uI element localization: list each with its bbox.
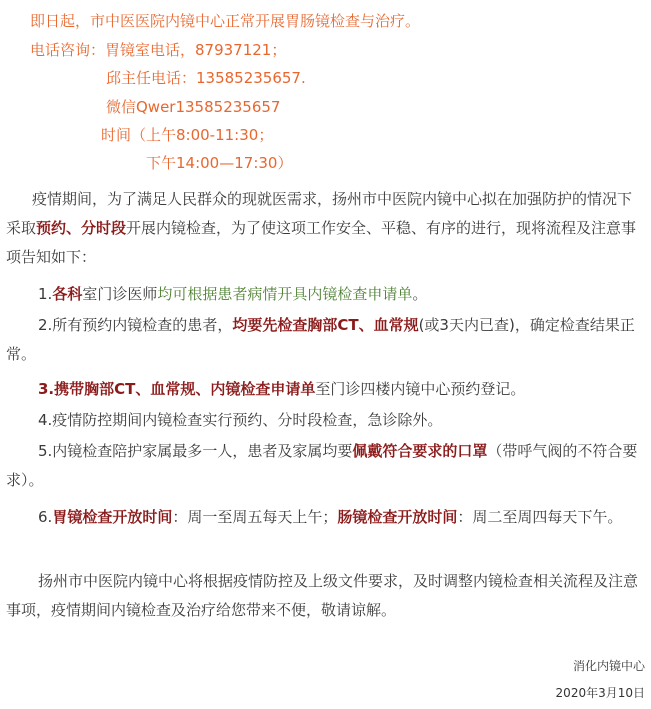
- intro-paragraph: [6, 185, 646, 272]
- item-4: 4.疫情防控期间内镜检查实行预约、分时段检查，急诊除外。: [38, 411, 443, 429]
- intro-highlight: 预约、分时段: [36, 219, 127, 237]
- item-3-highlight: 3.携带胸部CT、血常规、内镜检查申请单: [38, 380, 316, 398]
- item-1-number: 1.: [38, 285, 53, 303]
- header-time-morning: 时间（上午8:00-11:30；: [101, 126, 274, 144]
- item-6-number: 6.: [38, 508, 53, 526]
- item-5-text-c: （带呼气阀的不符合要求）。: [6, 442, 638, 489]
- item-1: [38, 280, 427, 309]
- header-wechat: 微信Qwer13585235657: [106, 98, 281, 116]
- item-1-dept: 各科: [52, 285, 83, 303]
- item-1-text: 室门诊医师: [82, 285, 158, 303]
- item-6: [6, 503, 646, 532]
- intro-text-a: 疫情期间，为了满足人民群众的现就医需求，扬州市中医院内镜中心拟在加强防护的情况下采取: [6, 190, 633, 237]
- item-3-text: 至门诊四楼内镜中心预约登记。: [315, 380, 526, 398]
- item-1-end: 。: [412, 285, 428, 303]
- item-3: [38, 375, 525, 404]
- item-2-text-c: (或3天内已查)，确定检查结果正常。: [6, 316, 635, 363]
- item-5: [6, 437, 646, 495]
- item-6-text-d: ：周二至周四每天下午。: [457, 508, 623, 526]
- header-time-afternoon: 下午14:00—17:30）: [146, 154, 293, 172]
- item-1-green: 均可根据患者病情开具内镜检查申请单: [157, 285, 413, 303]
- intro-text-c: 开展内镜检查，为了使这项工作安全、平稳、有序的进行，现将流程及注意事项告知如下：: [6, 219, 637, 266]
- item-2-text-a: 2.所有预约内镜检查的患者，: [38, 316, 233, 334]
- closing-paragraph: 扬州市中医院内镜中心将根据疫情防控及上级文件要求，及时调整内镜检查相关流程及注意事项，疫情期间内镜检查及治疗给您带来不便，敬请谅解。: [6, 572, 639, 619]
- header-director-phone: 邱主任电话：13585235657.: [106, 69, 306, 87]
- item-6-text-b: ：周一至周五每天上午；: [172, 508, 338, 526]
- signature-dept: 消化内镜中心: [572, 659, 645, 673]
- item-2-highlight: 均要先检查胸部CT、血常规: [232, 316, 419, 334]
- item-5-text-a: 5.内镜检查陪护家属最多一人，患者及家属均要: [38, 442, 353, 460]
- item-6-gastro: 胃镜检查开放时间: [52, 508, 173, 526]
- item-2: [6, 311, 646, 369]
- header-line-1: 即日起，市中医医院内镜中心正常开展胃肠镜检查与治疗。: [30, 12, 421, 30]
- header-phone-line: 电话咨询：胃镜室电话，87937121；: [30, 41, 287, 59]
- signature-date: 2020年3月10日: [555, 686, 645, 700]
- item-5-highlight: 佩戴符合要求的口罩: [352, 442, 488, 460]
- item-6-colono: 肠镜检查开放时间: [337, 508, 458, 526]
